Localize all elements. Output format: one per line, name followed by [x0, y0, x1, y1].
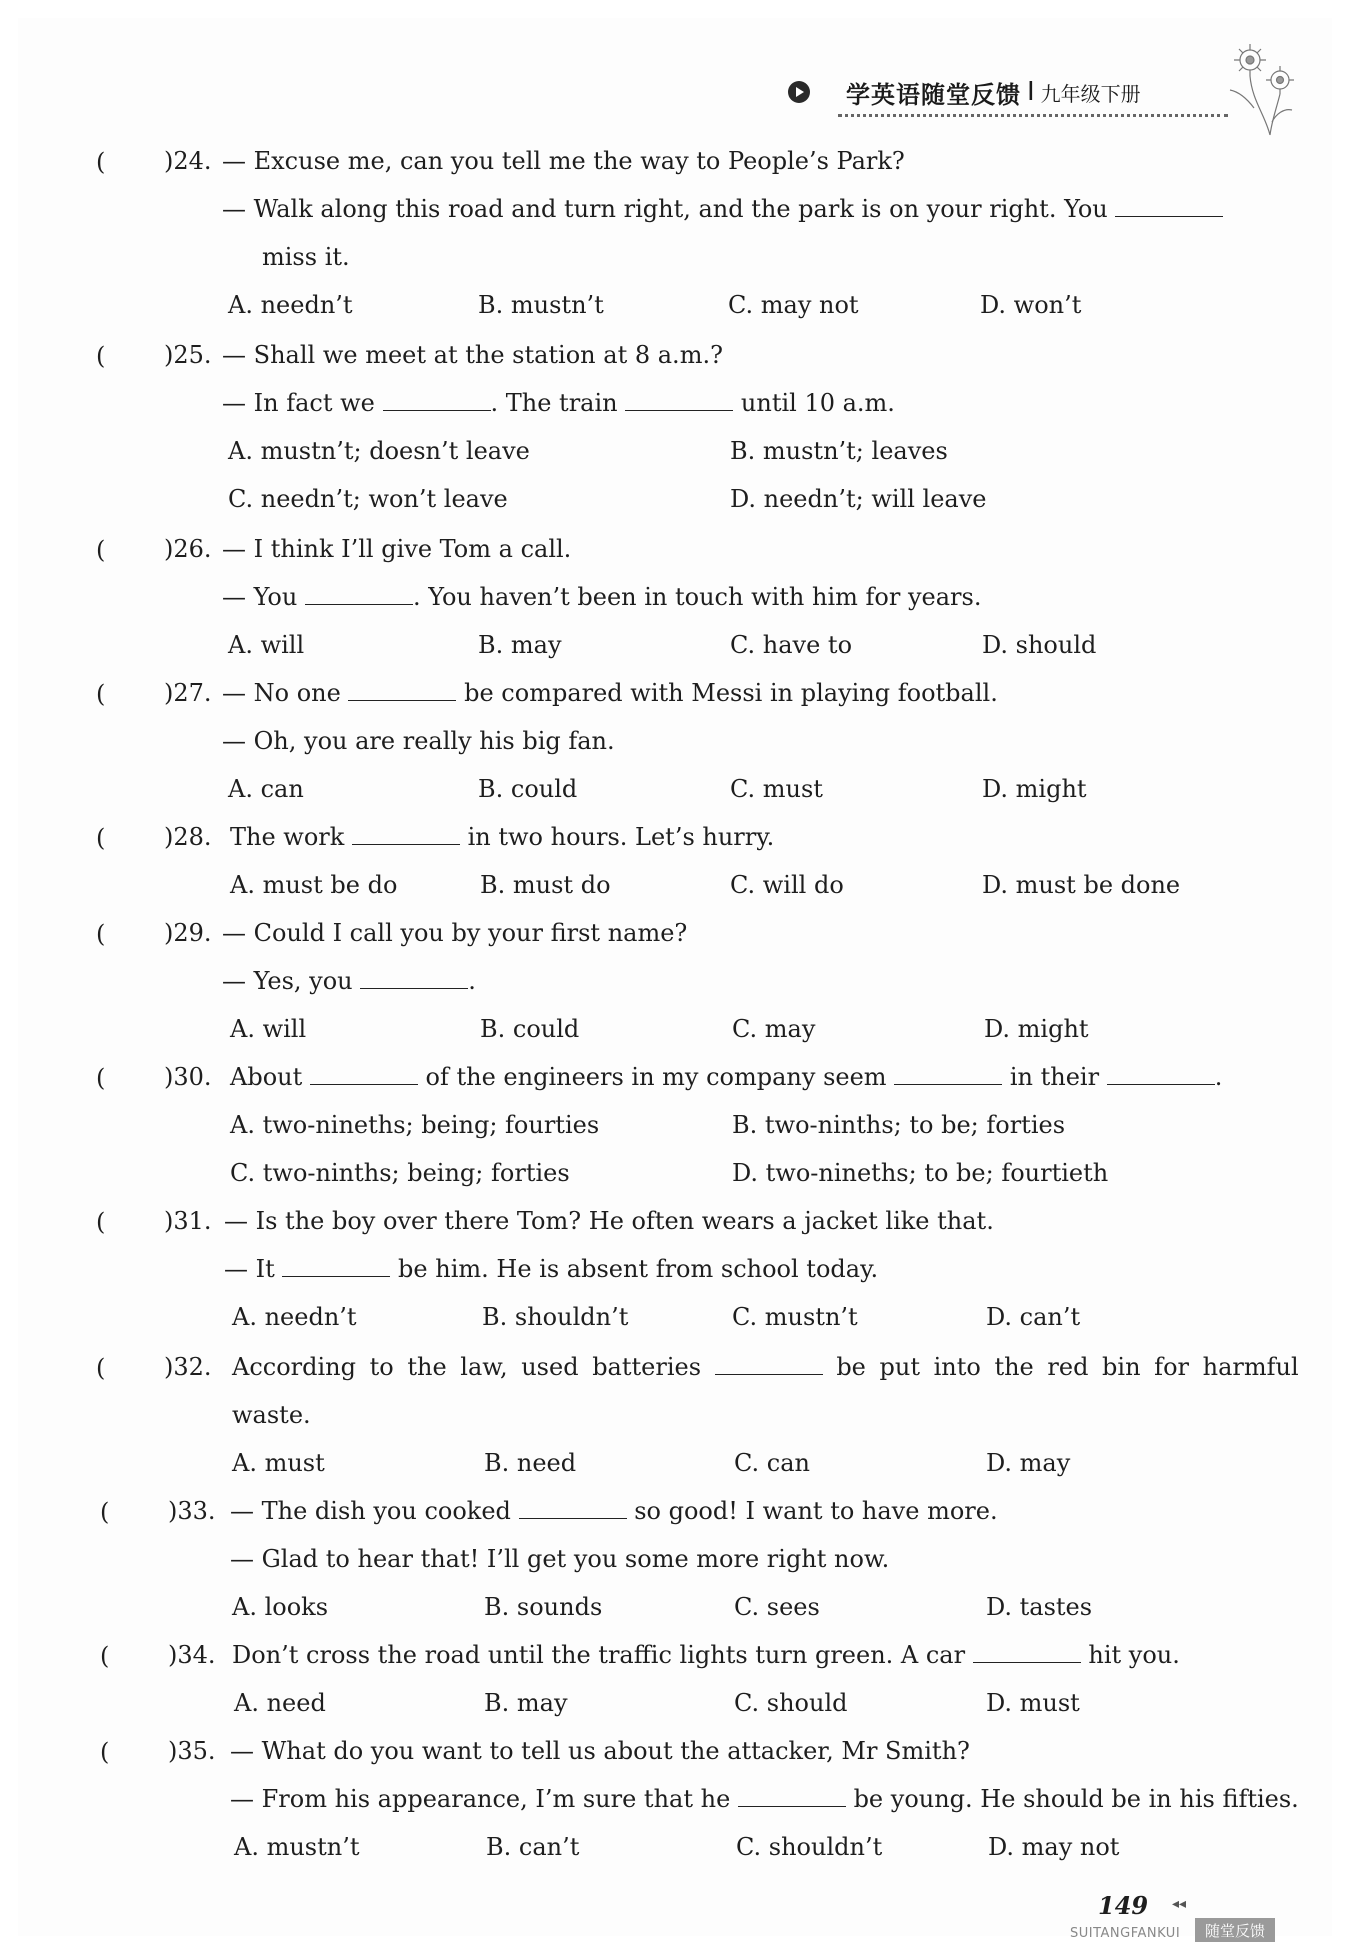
option-b: B. may [478, 631, 562, 659]
page-number: 149 [1098, 1891, 1149, 1920]
question-text: — Could I call you by your first name? [222, 919, 688, 947]
option-b: B. mustn’t [478, 291, 604, 319]
option-d: D. may [986, 1449, 1071, 1477]
answer-bracket: ( [96, 1064, 106, 1092]
answer-bracket: ( [100, 1738, 110, 1766]
question-text: — No one be compared with Messi in playing football. [222, 679, 998, 707]
option-a: A. need [234, 1689, 326, 1717]
answer-blank [282, 1254, 390, 1277]
option-a: A. needn’t [232, 1303, 357, 1331]
answer-blank [715, 1352, 823, 1375]
question-text: About of the engineers in my company seem in their . [230, 1063, 1223, 1091]
option-b: B. may [484, 1689, 568, 1717]
answer-bracket: ( [96, 536, 106, 564]
option-a: A. needn’t [228, 291, 353, 319]
question-number: )24. [164, 147, 212, 175]
question-text: — Glad to hear that! I’ll get you some more right now. [230, 1545, 890, 1573]
question-number: )26. [164, 535, 212, 563]
option-c: C. can [734, 1449, 810, 1477]
option-c: C. have to [730, 631, 853, 659]
answer-bracket: ( [96, 342, 106, 370]
question-text: — Yes, you . [222, 967, 476, 995]
book-title: 学英语随堂反馈 [846, 80, 1021, 109]
option-d: D. won’t [980, 291, 1082, 319]
answer-bracket: ( [96, 680, 106, 708]
question-text: — From his appearance, I’m sure that he be young. He should be in his fifties. [230, 1785, 1299, 1813]
answer-blank [894, 1062, 1002, 1085]
arrow-left-icon: ◂◂ [1172, 1896, 1187, 1912]
option-b: B. could [478, 775, 578, 803]
option-c: C. will do [730, 871, 844, 899]
question-number: )34. [168, 1641, 216, 1669]
question-text: — You . You haven’t been in touch with him for years. [222, 583, 982, 611]
option-c: C. must [730, 775, 823, 803]
option-d: D. needn’t; will leave [730, 485, 987, 513]
answer-bracket: ( [100, 1498, 110, 1526]
question-text: — What do you want to tell us about the attacker, Mr Smith? [230, 1737, 970, 1765]
answer-blank [1115, 194, 1223, 217]
option-b: B. shouldn’t [482, 1303, 629, 1331]
answer-bracket: ( [96, 148, 106, 176]
option-a: A. two-nineths; being; fourties [230, 1111, 600, 1139]
option-c: C. shouldn’t [736, 1833, 883, 1861]
answer-bracket: ( [96, 1208, 106, 1236]
answer-blank [305, 582, 413, 605]
question-text: Don’t cross the road until the traffic lights turn green. A car hit you. [232, 1641, 1180, 1669]
question-number: )35. [168, 1737, 216, 1765]
question-text: — It be him. He is absent from school today. [224, 1255, 879, 1283]
question-text: — Is the boy over there Tom? He often wears a jacket like that. [224, 1207, 994, 1235]
option-b: B. sounds [484, 1593, 603, 1621]
answer-blank [383, 388, 491, 411]
option-c: C. may [732, 1015, 816, 1043]
answer-bracket: ( [96, 1354, 106, 1382]
answer-blank [360, 966, 468, 989]
question-text: — In fact we . The train until 10 a.m. [222, 389, 895, 417]
option-b: B. two-ninths; to be; forties [732, 1111, 1066, 1139]
question-text: miss it. [262, 243, 350, 271]
answer-blank [738, 1784, 846, 1807]
question-text: waste. [232, 1401, 311, 1429]
option-a: A. looks [232, 1593, 329, 1621]
grade-label: 九年级下册 [1040, 81, 1141, 106]
option-d: D. two-nineths; to be; fourtieth [732, 1159, 1109, 1187]
question-text: — Shall we meet at the station at 8 a.m.? [222, 341, 723, 369]
page-header [788, 72, 1141, 112]
option-d: D. must [986, 1689, 1080, 1717]
option-c: C. sees [734, 1593, 820, 1621]
option-c: C. may not [728, 291, 859, 319]
option-d: D. can’t [986, 1303, 1081, 1331]
question-number: )32. [164, 1353, 212, 1381]
option-d: D. must be done [982, 871, 1181, 899]
option-b: B. need [484, 1449, 577, 1477]
question-text: — Excuse me, can you tell me the way to People’s Park? [222, 147, 905, 175]
option-a: A. must be do [230, 871, 398, 899]
title-separator: I [1027, 77, 1035, 107]
option-a: A. will [230, 1015, 307, 1043]
question-number: )33. [168, 1497, 216, 1525]
option-d: D. might [984, 1015, 1089, 1043]
question-text: — The dish you cooked so good! I want to have more. [230, 1497, 998, 1525]
answer-blank [625, 388, 733, 411]
question-number: )28. [164, 823, 212, 851]
option-c: C. should [734, 1689, 848, 1717]
option-a: A. must [232, 1449, 325, 1477]
question-text: — Oh, you are really his big fan. [222, 727, 615, 755]
play-icon [788, 81, 810, 103]
footer-pinyin: SUITANGFANKUI [1070, 1926, 1181, 1941]
option-a: A. will [228, 631, 305, 659]
answer-bracket: ( [96, 824, 106, 852]
footer-badge: 随堂反馈 [1195, 1918, 1275, 1942]
question-number: )29. [164, 919, 212, 947]
question-number: )27. [164, 679, 212, 707]
answer-bracket: ( [100, 1642, 110, 1670]
option-b: B. must do [480, 871, 611, 899]
option-c: C. needn’t; won’t leave [228, 485, 508, 513]
question-text: The work in two hours. Let’s hurry. [230, 823, 775, 851]
option-b: B. could [480, 1015, 580, 1043]
answer-bracket: ( [96, 920, 106, 948]
option-d: D. might [982, 775, 1087, 803]
question-text: — I think I’ll give Tom a call. [222, 535, 572, 563]
option-b: B. mustn’t; leaves [730, 437, 948, 465]
question-text: According to the law, used batteries be put into the red bin for harmful [232, 1353, 1299, 1381]
option-d: D. tastes [986, 1593, 1093, 1621]
option-a: A. mustn’t [234, 1833, 360, 1861]
answer-blank [973, 1640, 1081, 1663]
answer-blank [348, 678, 456, 701]
option-d: D. should [982, 631, 1097, 659]
answer-blank [352, 822, 460, 845]
question-number: )31. [164, 1207, 212, 1235]
answer-blank [1107, 1062, 1215, 1085]
option-b: B. can’t [486, 1833, 580, 1861]
answer-blank [310, 1062, 418, 1085]
question-number: )30. [164, 1063, 212, 1091]
header-dotted-rule [838, 114, 1228, 117]
option-d: D. may not [988, 1833, 1120, 1861]
question-number: )25. [164, 341, 212, 369]
option-a: A. mustn’t; doesn’t leave [228, 437, 530, 465]
question-text: — Walk along this road and turn right, and the park is on your right. You [222, 194, 1223, 224]
option-c: C. two-ninths; being; forties [230, 1159, 570, 1187]
option-c: C. mustn’t [732, 1303, 858, 1331]
flower-decoration-icon [1210, 30, 1310, 140]
answer-blank [519, 1496, 627, 1519]
option-a: A. can [228, 775, 304, 803]
